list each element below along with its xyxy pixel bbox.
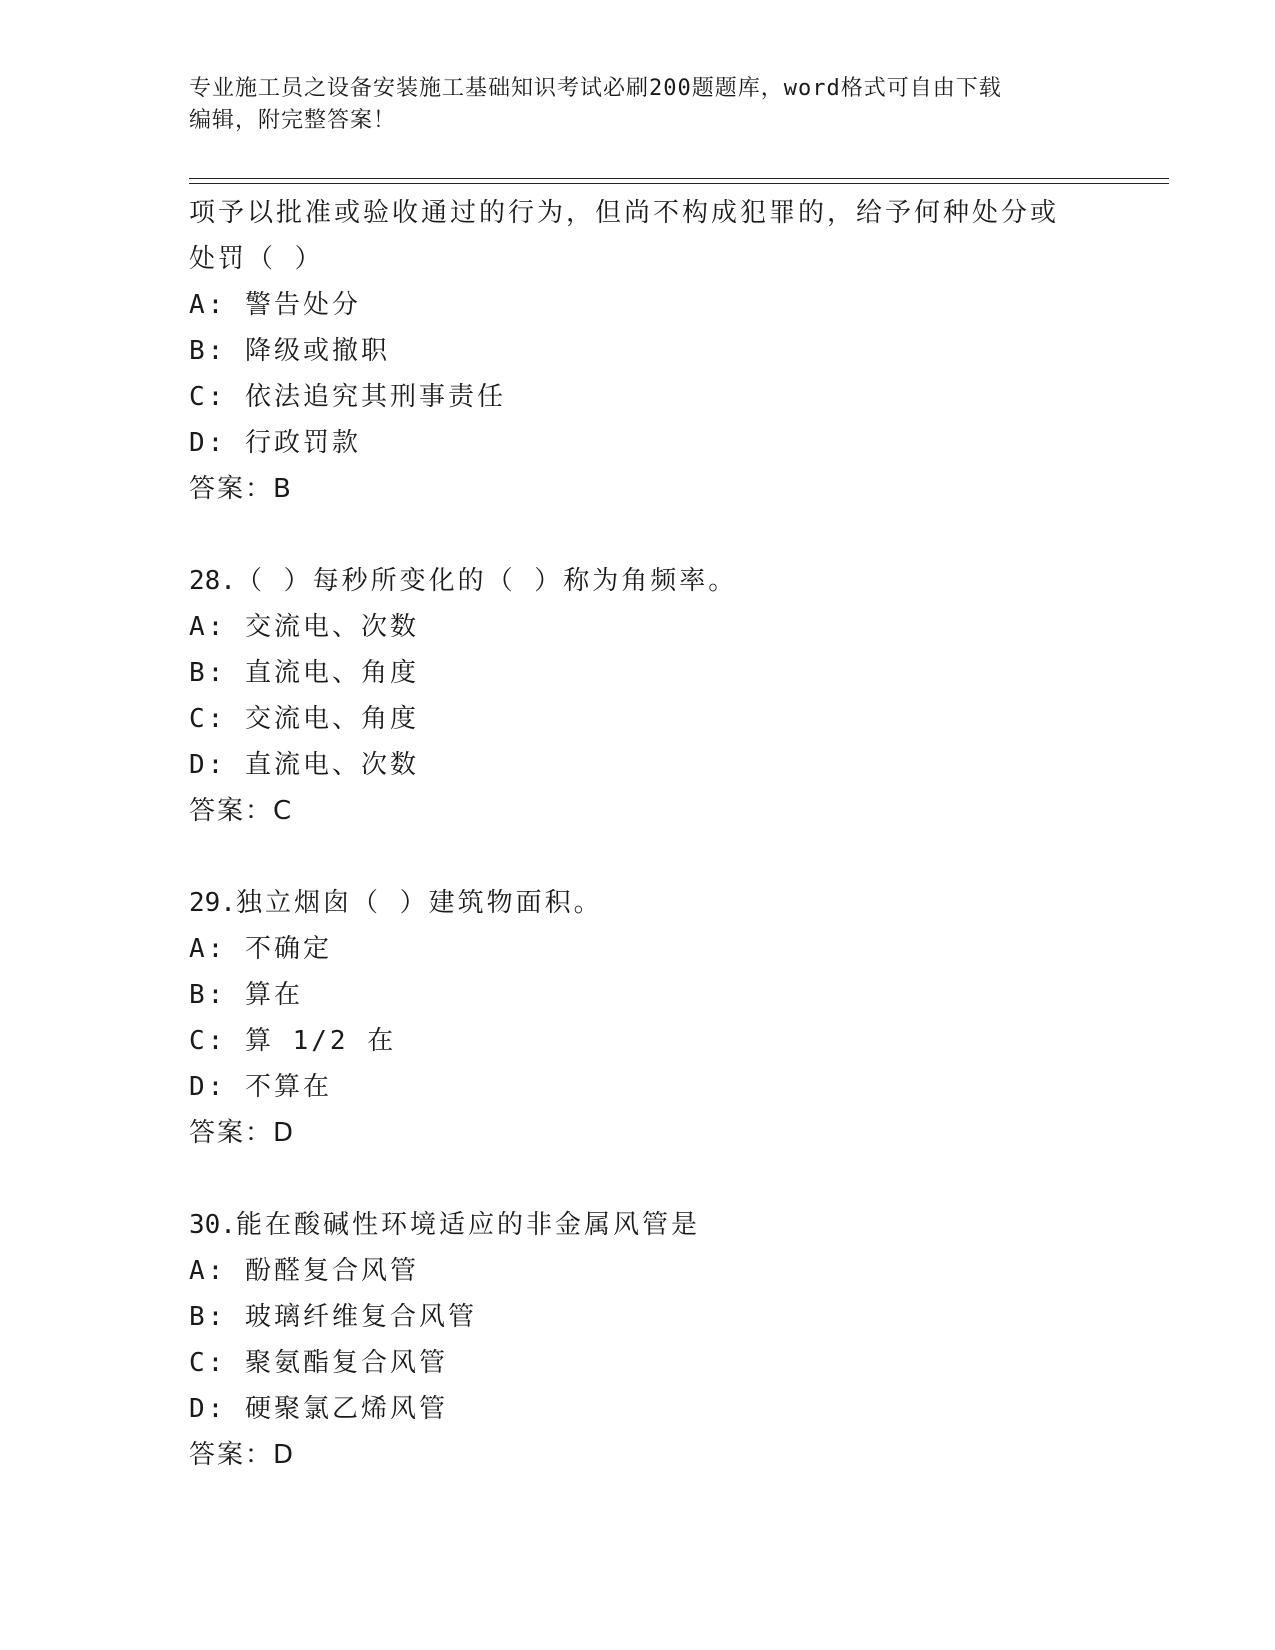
question-block-continued (189, 190, 1149, 512)
option-a (189, 926, 1149, 972)
option-text: 算 1/2 在 (244, 1026, 397, 1056)
question-number: 30. (189, 1210, 236, 1240)
option-b (189, 328, 1149, 374)
document-header (189, 73, 1089, 137)
option-a (189, 282, 1149, 328)
question-text-line-1: 项予以批准或验收通过的行为，但尚不构成犯罪的，给予何种处分或 (189, 198, 1060, 228)
spacer (189, 512, 1149, 558)
option-text: 算在 (244, 980, 303, 1010)
option-label: A: (189, 290, 227, 320)
option-text: 依法追究其刑事责任 (244, 382, 506, 412)
question-text: 独立烟囱（ ）建筑物面积。 (235, 888, 603, 918)
option-text: 行政罚款 (244, 428, 361, 458)
option-c (189, 374, 1149, 420)
option-text: 硬聚氯乙烯风管 (244, 1394, 448, 1424)
option-label: B: (189, 336, 227, 366)
option-a (189, 1248, 1149, 1294)
question-text-line-2: 处罚（ ） (189, 244, 324, 274)
option-text: 玻璃纤维复合风管 (244, 1302, 477, 1332)
question-text: （ ）每秒所变化的（ ）称为角频率。 (235, 566, 738, 596)
answer-line: 答案：C (189, 796, 294, 826)
option-c (189, 1340, 1149, 1386)
option-label: D: (189, 750, 227, 780)
option-label: C: (189, 1026, 227, 1056)
option-text: 酚醛复合风管 (244, 1256, 419, 1286)
answer-line: 答案：D (189, 1118, 296, 1148)
option-text: 不算在 (244, 1072, 332, 1102)
question-block-30 (189, 1202, 1149, 1478)
question-number: 29. (189, 888, 236, 918)
option-text: 交流电、次数 (244, 612, 419, 642)
option-text: 交流电、角度 (244, 704, 419, 734)
option-text: 警告处分 (244, 290, 361, 320)
option-d (189, 742, 1149, 788)
option-c (189, 1018, 1149, 1064)
option-label: C: (189, 1348, 227, 1378)
question-stem (189, 880, 1149, 926)
option-label: D: (189, 1394, 227, 1424)
option-text: 降级或撤职 (244, 336, 390, 366)
option-text: 直流电、角度 (244, 658, 419, 688)
option-d (189, 420, 1149, 466)
answer-line: 答案：B (189, 474, 293, 504)
option-text: 直流电、次数 (244, 750, 419, 780)
option-d (189, 1064, 1149, 1110)
option-c (189, 696, 1149, 742)
question-number: 28. (189, 566, 236, 596)
spacer (189, 1156, 1149, 1202)
header-title-line-1: 专业施工员之设备安装施工基础知识考试必刷200题题库，word格式可自由下载 (189, 76, 1002, 101)
question-stem (189, 558, 1149, 604)
option-label: A: (189, 1256, 227, 1286)
question-stem (189, 1202, 1149, 1248)
answer-line: 答案：D (189, 1440, 296, 1470)
option-label: D: (189, 1072, 227, 1102)
header-title-line-2: 编辑，附完整答案！ (189, 108, 397, 133)
option-label: B: (189, 980, 227, 1010)
option-label: C: (189, 704, 227, 734)
option-text: 不确定 (244, 934, 332, 964)
question-list (189, 190, 1149, 1478)
header-divider-bottom (189, 183, 1169, 184)
option-label: A: (189, 934, 227, 964)
option-b (189, 972, 1149, 1018)
option-label: B: (189, 1302, 227, 1332)
option-label: D: (189, 428, 227, 458)
option-label: A: (189, 612, 227, 642)
question-text: 能在酸碱性环境适应的非金属风管是 (235, 1210, 700, 1240)
option-b (189, 1294, 1149, 1340)
option-text: 聚氨酯复合风管 (244, 1348, 448, 1378)
option-label: C: (189, 382, 227, 412)
question-block-28 (189, 558, 1149, 834)
spacer (189, 834, 1149, 880)
header-divider-top (189, 178, 1169, 179)
question-block-29 (189, 880, 1149, 1156)
option-d (189, 1386, 1149, 1432)
option-b (189, 650, 1149, 696)
option-label: B: (189, 658, 227, 688)
option-a (189, 604, 1149, 650)
